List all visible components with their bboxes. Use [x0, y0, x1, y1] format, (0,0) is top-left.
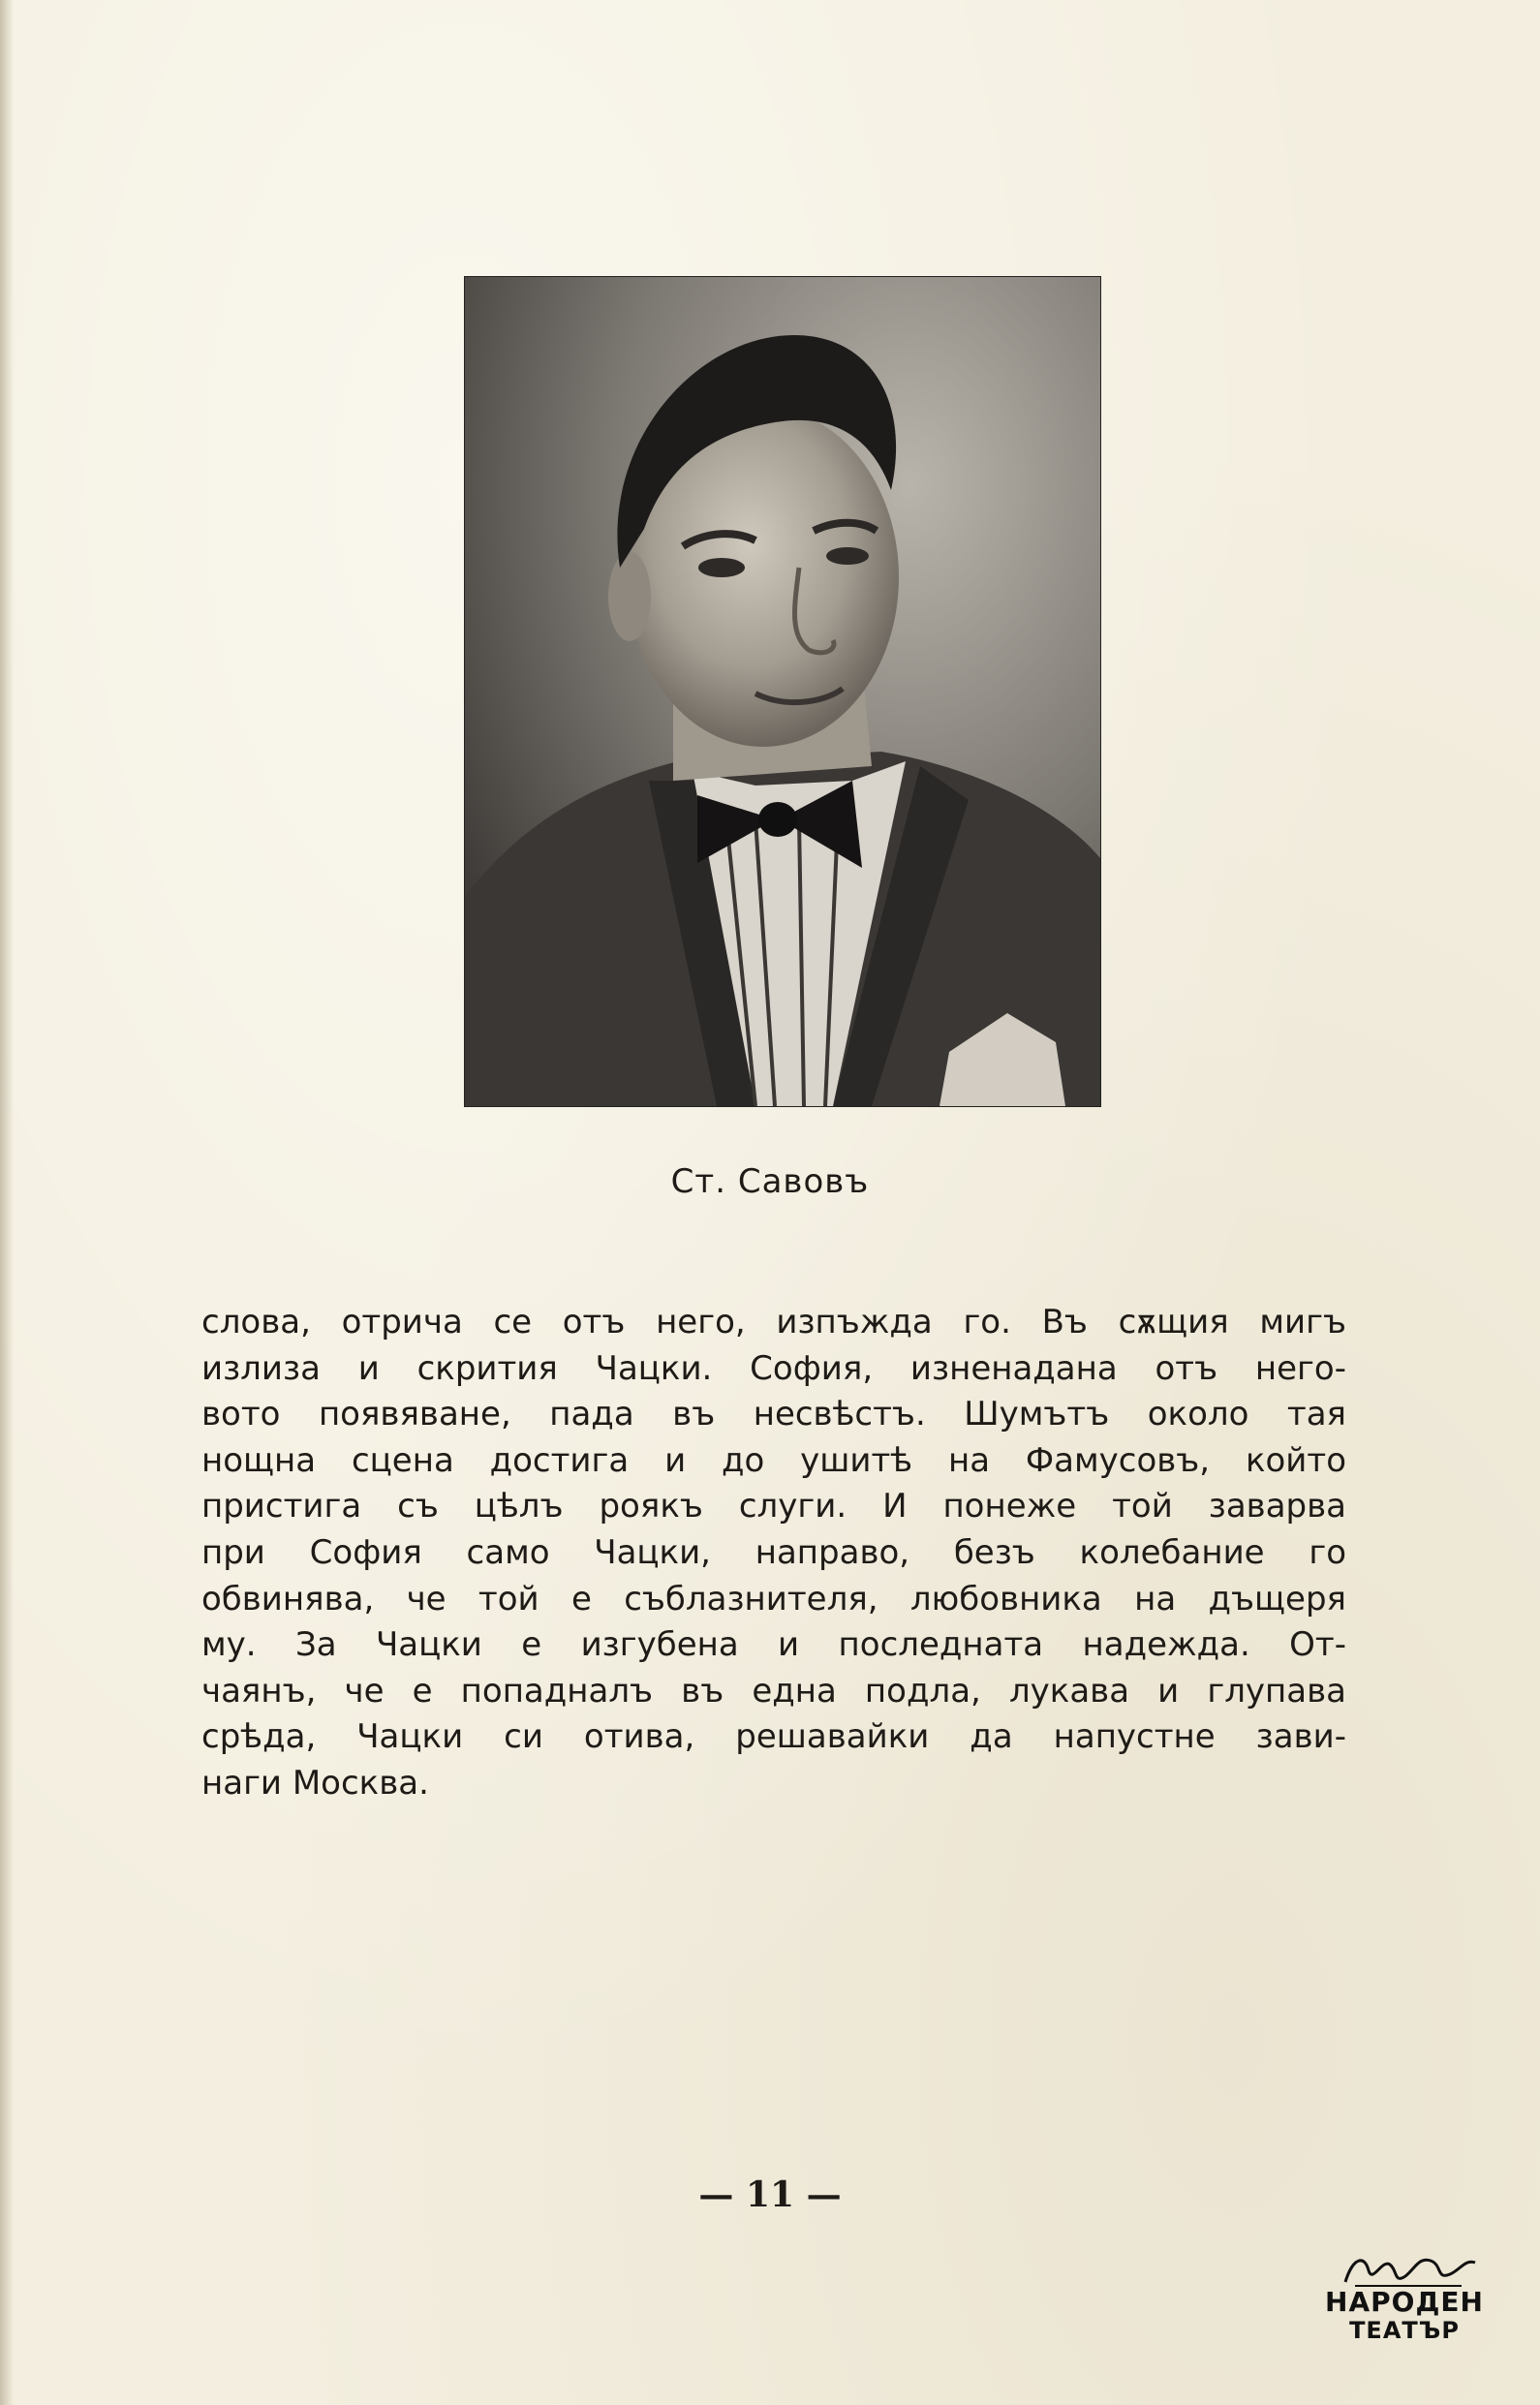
- archive-stamp: [1322, 2247, 1487, 2354]
- text-line: му. За Чацки е изгубена и последната надежда. От-: [201, 1625, 1346, 1665]
- text-line: слова, отрича се отъ него, изпъжда го. Въ сѫщия мигъ: [201, 1303, 1346, 1341]
- page-number: — 11 —: [698, 2174, 842, 2215]
- stamp-text-line: НАРОДЕН: [1325, 2286, 1484, 2318]
- text-line: излиза и скрития Чацки. София, изненадана отъ него-: [201, 1348, 1346, 1388]
- text-line: нощна сцена достига и до ушитѣ на Фамусовъ, който: [201, 1440, 1346, 1480]
- text-line: наги Москва.: [201, 1763, 429, 1803]
- portrait-photo: [465, 277, 1100, 1106]
- text-line: чаянъ, че е попадналъ въ една подла, лукава и глупава: [201, 1671, 1346, 1711]
- text-line: срѣда, Чацки си отива, решавайки да напустне зави-: [201, 1717, 1346, 1757]
- body-paragraph: [201, 1300, 1346, 1807]
- photo-caption: Ст. Савовъ: [670, 1162, 870, 1201]
- text-line: обвинява, че той е съблазнителя, любовника на дъщеря: [201, 1579, 1346, 1619]
- text-line: пристига съ цѣлъ роякъ слуги. И понеже той заварва: [201, 1487, 1346, 1526]
- text-line: вото появяване, пада въ несвѣстъ. Шумътъ около тая: [201, 1395, 1346, 1434]
- stamp-text-line: ТЕАТЪР: [1349, 2317, 1460, 2344]
- page-edge-shadow: [0, 0, 14, 2405]
- text-line: при София само Чацки, направо, безъ колебание го: [201, 1532, 1346, 1572]
